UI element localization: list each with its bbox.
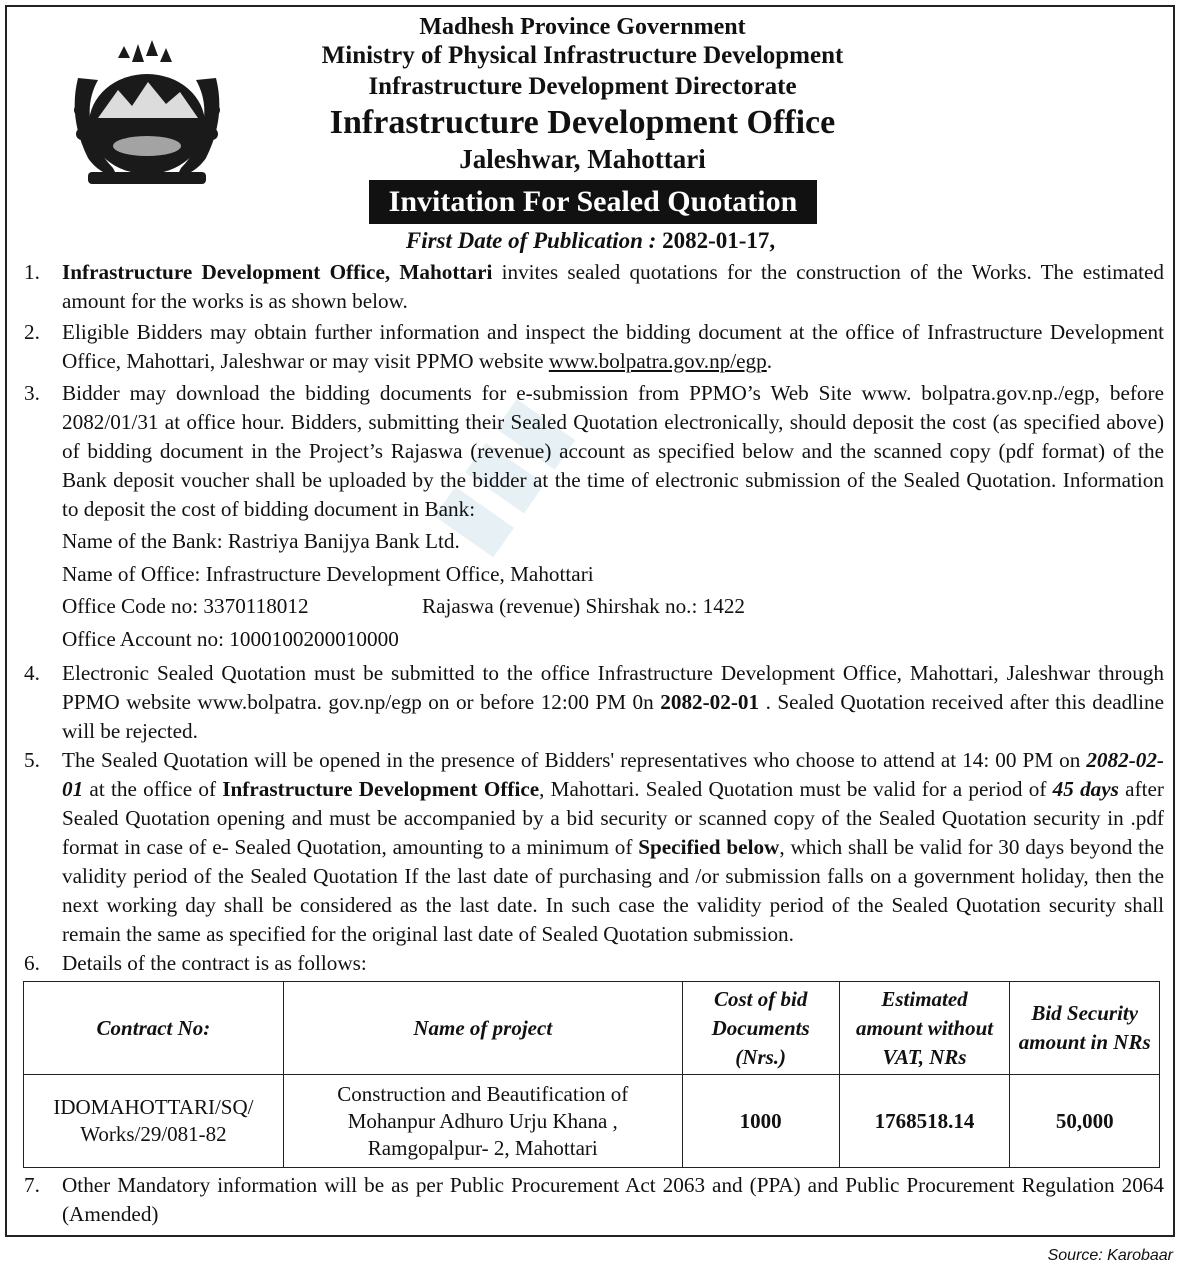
cell-bid-doc-cost: 1000 (682, 1075, 839, 1168)
source-credit: Source: Karobaar (1047, 1247, 1173, 1264)
clause-2: 2. Eligible Bidders may obtain further information and inspect the bidding document at the office of Infrastructure Development Office, Mahottari, Jaleshwar or may visit PPMO website www.bolpatra.gov.np/egp. (24, 320, 1164, 373)
cell-bid-security: 50,000 (1010, 1075, 1160, 1168)
cell-project-name: Construction and Beautification of Mohanpur Adhuro Urju Khana , Ramgopalpur- 2, Mahottari (283, 1075, 682, 1168)
header-line-province: Madhesh Province Government (419, 14, 746, 40)
header-office-title: Infrastructure Development Office (329, 104, 836, 141)
office-name: Name of Office: Infrastructure Development Office, Mahottari (62, 562, 594, 586)
watermark: ▮▮▮ (413, 378, 588, 568)
clause-3: 3. Bidder may download the bidding documents for e-submission from PPMO’s Web Site www. bolpatra.gov.np./egp, before 2082/01/31 at office hour. Bidders, submitting their Sealed Quotation electronically, should deposit the cost (as specified above) of bidding document in the Project’s Rajaswa (revenue) account as specified below and the scanned copy (pdf format) of the Bank deposit voucher shall be uploaded by the bidder at the time of electronic submission of the Sealed Quotation. Information to deposit the cost of bidding document in Bank: (24, 381, 1164, 521)
clause-1: 1. Infrastructure Development Office, Mahottari invites sealed quotations for the construction of the Works. The estimated amount for the works is as shown below. (24, 260, 1164, 313)
table-header-row (24, 982, 1160, 1075)
notice-banner: Invitation For Sealed Quotation (369, 180, 817, 224)
ppmo-website-link[interactable]: www.bolpatra.gov.np/egp (548, 349, 767, 373)
cell-contract-no: IDOMAHOTTARI/SQ/ Works/29/081-82 (24, 1075, 284, 1168)
rajaswa-shirshak: Rajaswa (revenue) Shirshak no.: 1422 (422, 594, 746, 618)
office-account: Office Account no: 1000100200010000 (62, 627, 399, 651)
header-line-ministry: Ministry of Physical Infrastructure Development (321, 42, 844, 69)
header-project-name: Name of project (283, 982, 682, 1075)
office-code: Office Code no: 3370118012 (62, 594, 309, 618)
bank-name: Name of the Bank: Rastriya Banijya Bank Ltd. (62, 529, 460, 553)
clause-7: 7. Other Mandatory information will be as per Public Procurement Act 2063 and (PPA) and Public Procurement Regulation 2064 (Amended) (24, 1173, 1164, 1226)
header-estimated-amount: Estimated amount without VAT, NRs (839, 982, 1010, 1075)
table-row (24, 1075, 1160, 1168)
clause-4: 4. Electronic Sealed Quotation must be submitted to the office Infrastructure Development Office, Mahottari, Jaleshwar through PPMO website www.bolpatra. gov.np/egp on or before 12:00 PM 0n 2082-02-01 . Sealed Quotation received after this deadline will be rejected. (24, 661, 1164, 743)
header-bid-doc-cost: Cost of bid Documents (Nrs.) (682, 982, 839, 1075)
publication-value: 2082-01-17, (662, 228, 776, 253)
publication-label: First Date of Publication : (405, 228, 657, 253)
header-bid-security: Bid Security amount in NRs (1010, 982, 1160, 1075)
contract-table (23, 981, 1160, 1168)
header-location: Jaleshwar, Mahottari (459, 144, 706, 174)
clause-5: 5. The Sealed Quotation will be opened in the presence of Bidders' representatives who choose to attend at 14: 00 PM on 2082-02-01 at the office of Infrastructure Development Office, Mahottari. Sealed Quotation must be valid for a period of 45 days after Sealed Quotation opening and must be accompanied by a bid security or scanned copy of the Sealed Quotation security in .pdf format in case of e- Sealed Quotation, amounting to a minimum of Specified below, which shall be valid for 30 days beyond the validity period of the Sealed Quotation If the last date of purchasing and /or submission falls on a government holiday, then the next working day shall be considered as the last date. In such case the validity period of the Sealed Quotation security shall remain the same as specified for the original last date of Sealed Quotation submission. (24, 748, 1164, 946)
header-line-directorate: Infrastructure Development Directorate (368, 73, 797, 100)
publication-date (0, 228, 1181, 254)
cell-estimated-amount: 1768518.14 (839, 1075, 1010, 1168)
clause-6: 6. Details of the contract is as follows: (24, 951, 367, 975)
header-contract-no: Contract No: (24, 982, 284, 1075)
